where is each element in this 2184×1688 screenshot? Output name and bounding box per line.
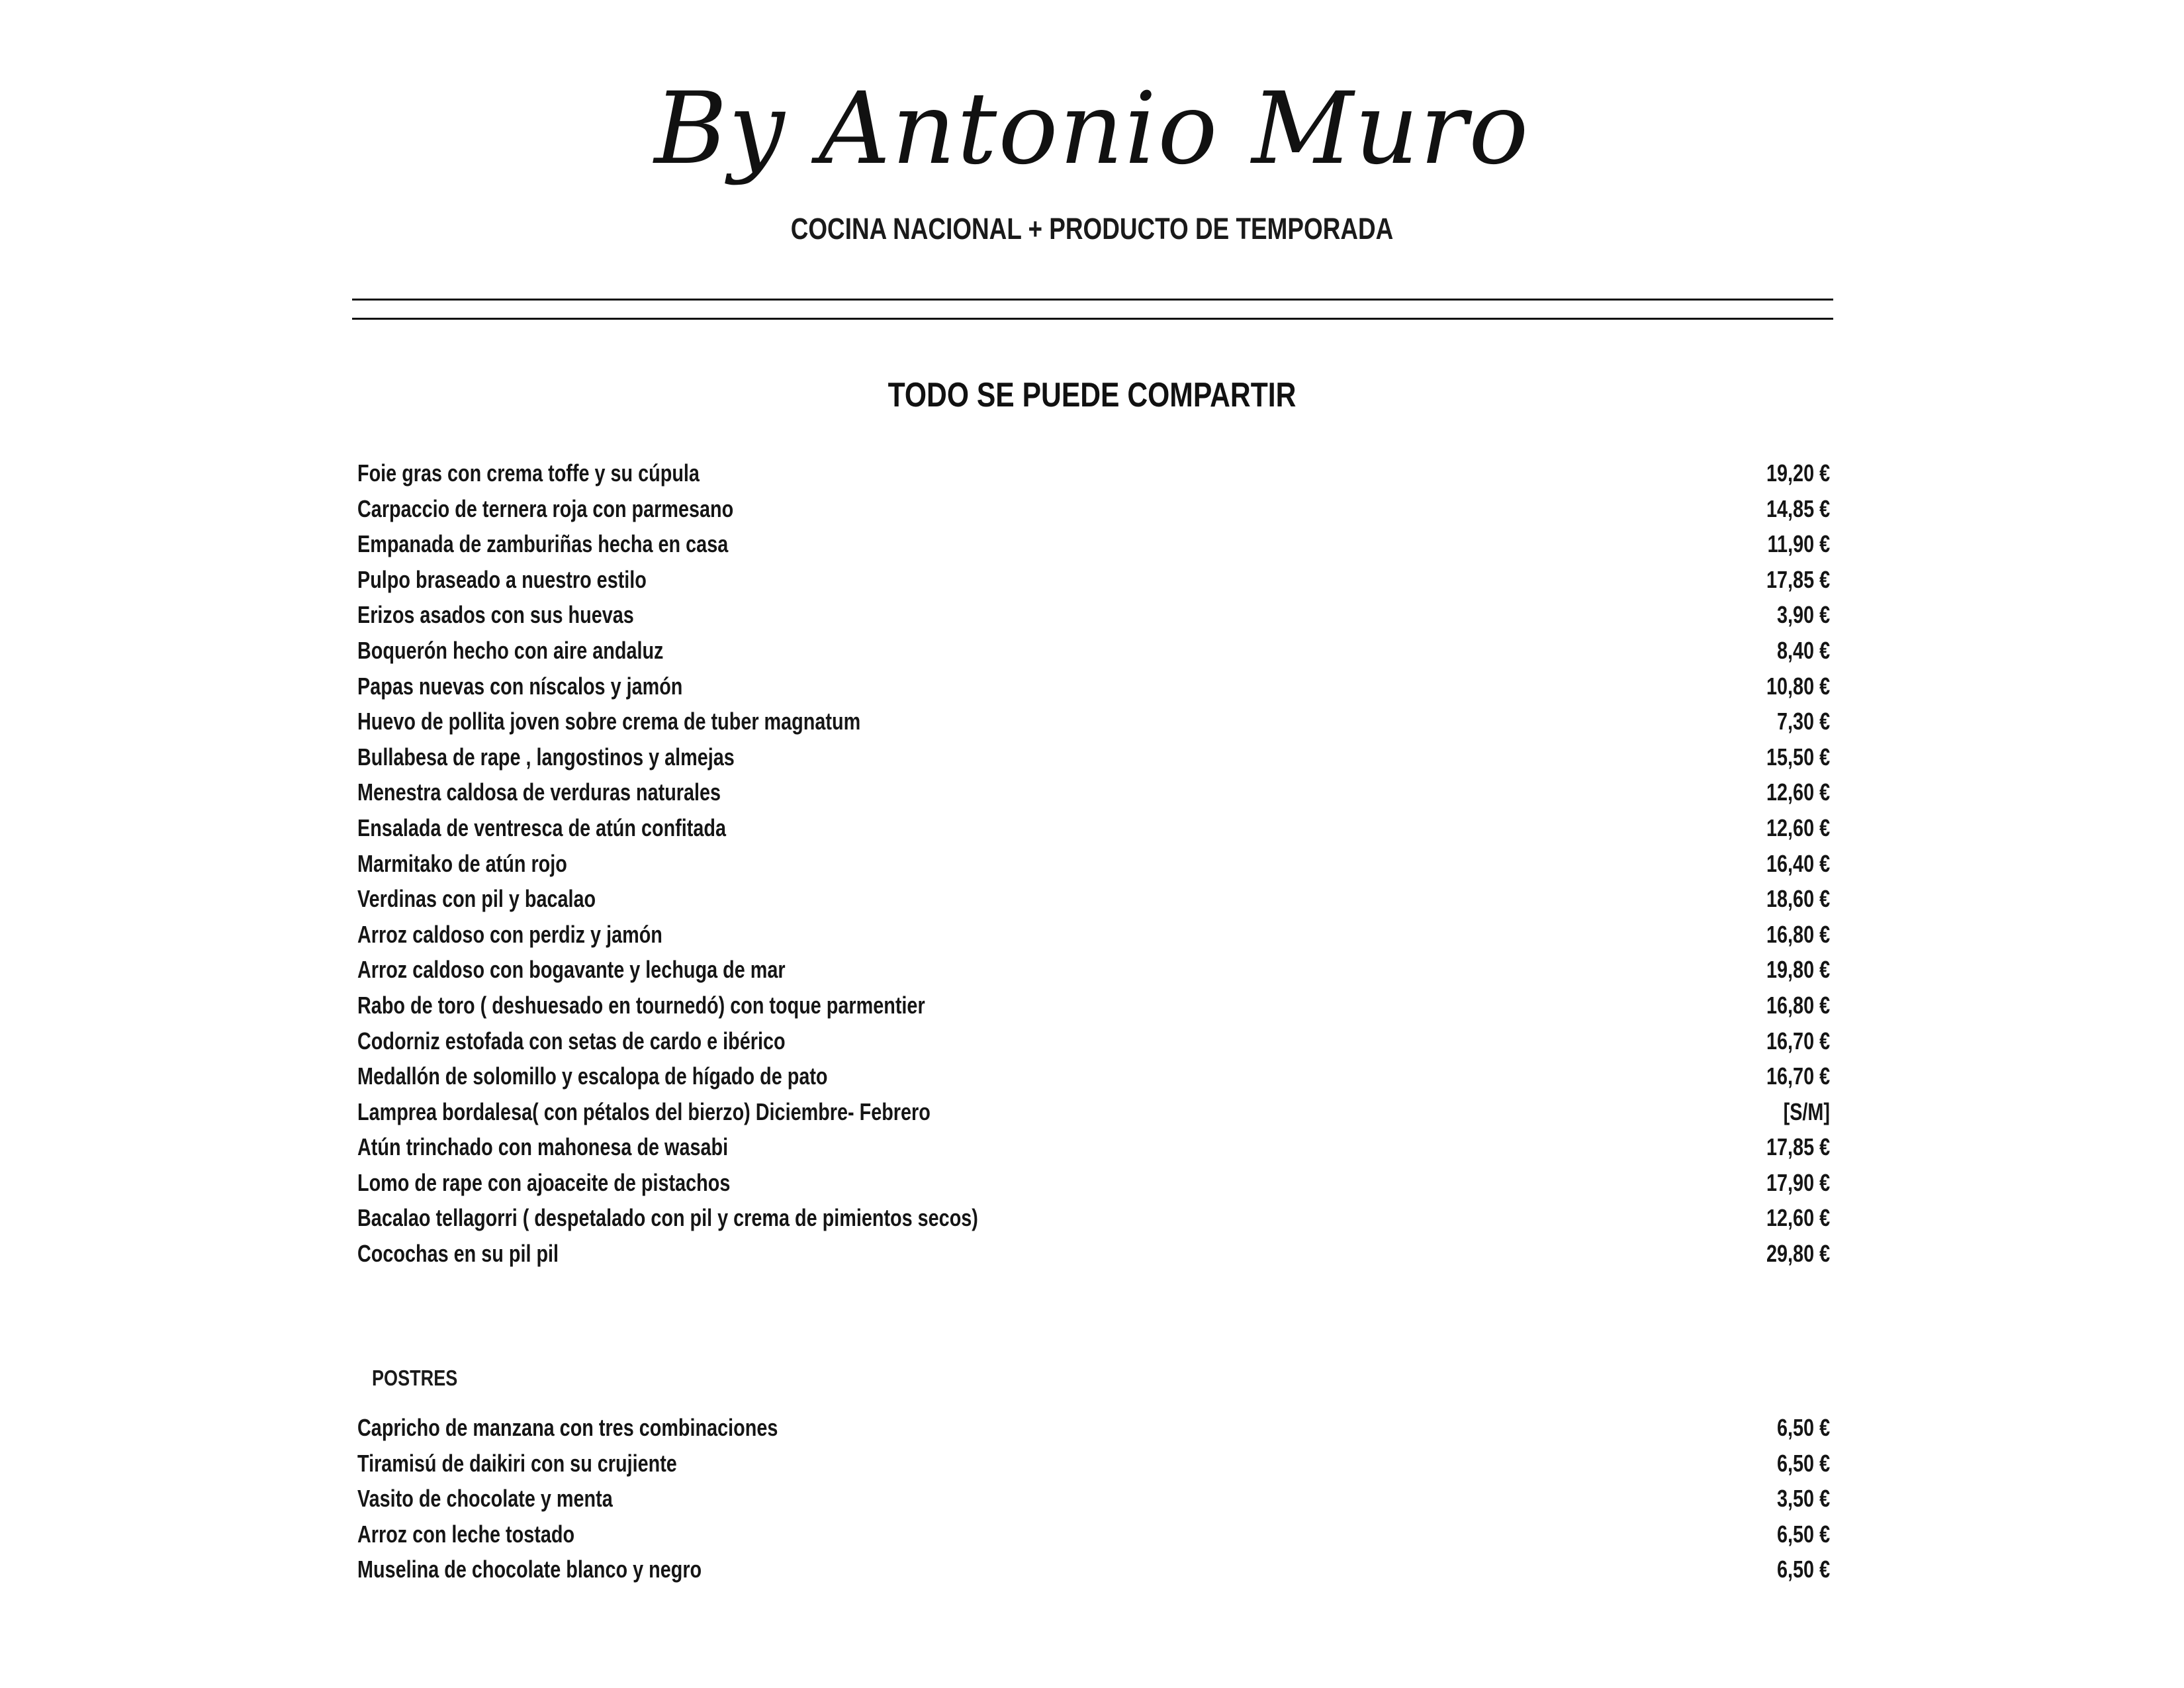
menu-item-name: Lamprea bordalesa( con pétalos del bierzo) Diciembre- Febrero (357, 1098, 931, 1125)
menu-item-name: Codorniz estofada con setas de cardo e ibérico (357, 1027, 786, 1055)
main-dishes-list (357, 455, 1830, 1272)
menu-item-name: Muselina de chocolate blanco y negro (357, 1556, 702, 1583)
menu-item (357, 881, 1830, 917)
menu-item-name: Cocochas en su pil pil (357, 1240, 559, 1268)
menu-item (357, 1165, 1830, 1201)
section-title-desserts: POSTRES (372, 1366, 458, 1390)
menu-item-price: 29,80 € (1766, 1240, 1830, 1268)
menu-item-name: Menestra caldosa de verduras naturales (357, 778, 721, 806)
menu-item-name: Medallón de solomillo y escalopa de hígado de pato (357, 1062, 828, 1090)
menu-item (357, 1023, 1830, 1059)
menu-item (357, 1200, 1830, 1236)
section-title-main: TODO SE PUEDE COMPARTIR (887, 376, 1297, 414)
menu-item (357, 1552, 1830, 1587)
menu-item (357, 1446, 1830, 1481)
menu-item (357, 846, 1830, 882)
menu-item (357, 1481, 1830, 1517)
menu-item-price: 3,90 € (1776, 601, 1830, 629)
menu-item-name: Bullabesa de rape , langostinos y almejas (357, 743, 735, 771)
menu-item-price: 6,50 € (1776, 1449, 1830, 1477)
menu-item-price: 16,70 € (1766, 1027, 1830, 1055)
menu-item-price: 3,50 € (1776, 1485, 1830, 1513)
menu-item-name: Rabo de toro ( deshuesado en tournedó) con toque parmentier (357, 991, 925, 1019)
menu-item-name: Tiramisú de daikiri con su crujiente (357, 1449, 677, 1477)
menu-item-price: [S/M] (1783, 1098, 1830, 1125)
menu-item-price: 8,40 € (1776, 636, 1830, 664)
menu-item-price: 16,80 € (1766, 991, 1830, 1019)
menu-item-price: 15,50 € (1766, 743, 1830, 771)
menu-item (357, 810, 1830, 846)
menu-item (357, 774, 1830, 810)
menu-item-price: 6,50 € (1776, 1414, 1830, 1441)
menu-item (357, 597, 1830, 633)
menu-item (357, 1517, 1830, 1552)
menu-item-price: 6,50 € (1776, 1556, 1830, 1583)
menu-item-name: Bacalao tellagorri ( despetalado con pil y crema de pimientos secos) (357, 1204, 978, 1232)
menu-item (357, 455, 1830, 491)
menu-item-name: Pulpo braseado a nuestro estilo (357, 565, 647, 593)
menu-item-name: Arroz caldoso con bogavante y lechuga de mar (357, 956, 786, 984)
menu-item (357, 491, 1830, 527)
menu-item (357, 704, 1830, 739)
menu-item (357, 633, 1830, 669)
menu-item-price: 19,20 € (1766, 459, 1830, 487)
menu-item-name: Verdinas con pil y bacalao (357, 885, 596, 913)
menu-item (357, 952, 1830, 988)
menu-item-price: 16,40 € (1766, 849, 1830, 877)
menu-item-price: 17,85 € (1766, 565, 1830, 593)
menu-item-name: Capricho de manzana con tres combinaciones (357, 1414, 778, 1441)
menu-item-name: Boquerón hecho con aire andaluz (357, 636, 664, 664)
menu-item-price: 17,85 € (1766, 1133, 1830, 1161)
menu-item-name: Carpaccio de ternera roja con parmesano (357, 494, 734, 522)
menu-item (357, 1410, 1830, 1446)
menu-item-name: Vasito de chocolate y menta (357, 1485, 613, 1513)
menu-item (357, 917, 1830, 953)
menu-item (357, 526, 1830, 562)
menu-item (357, 988, 1830, 1023)
menu-item-price: 7,30 € (1776, 708, 1830, 735)
menu-item-price: 16,70 € (1766, 1062, 1830, 1090)
divider-top (352, 299, 1833, 301)
menu-item (357, 1058, 1830, 1094)
menu-item (357, 739, 1830, 775)
menu-item-name: Empanada de zamburiñas hecha en casa (357, 530, 729, 558)
menu-item-price: 16,80 € (1766, 920, 1830, 948)
restaurant-logo-signature: By Antonio Muro (654, 71, 1530, 187)
menu-item-name: Papas nuevas con níscalos y jamón (357, 672, 683, 700)
menu-item-price: 18,60 € (1766, 885, 1830, 913)
menu-item-price: 10,80 € (1766, 672, 1830, 700)
menu-item-name: Foie gras con crema toffe y su cúpula (357, 459, 700, 487)
menu-item (357, 1094, 1830, 1130)
menu-item-name: Atún trinchado con mahonesa de wasabi (357, 1133, 729, 1161)
menu-item-name: Lomo de rape con ajoaceite de pistachos (357, 1168, 731, 1196)
menu-item-price: 12,60 € (1766, 1204, 1830, 1232)
menu-item (357, 669, 1830, 704)
menu-item-price: 6,50 € (1776, 1520, 1830, 1548)
menu-item (357, 562, 1830, 598)
menu-item-price: 17,90 € (1766, 1168, 1830, 1196)
cuisine-tagline: COCINA NACIONAL + PRODUCTO DE TEMPORADA (790, 212, 1394, 246)
menu-item (357, 1236, 1830, 1272)
menu-item-name: Arroz caldoso con perdiz y jamón (357, 920, 662, 948)
menu-item-name: Marmitako de atún rojo (357, 849, 567, 877)
menu-item-name: Ensalada de ventresca de atún confitada (357, 814, 726, 841)
menu-item-price: 19,80 € (1766, 956, 1830, 984)
desserts-list (357, 1410, 1830, 1587)
divider-bottom (352, 318, 1833, 320)
menu-item-price: 14,85 € (1766, 494, 1830, 522)
menu-item-name: Erizos asados con sus huevas (357, 601, 634, 629)
menu-item-name: Arroz con leche tostado (357, 1520, 575, 1548)
menu-item-price: 11,90 € (1767, 530, 1830, 558)
menu-item-name: Huevo de pollita joven sobre crema de tuber magnatum (357, 708, 861, 735)
menu-item-price: 12,60 € (1766, 814, 1830, 841)
menu-item (357, 1129, 1830, 1165)
menu-item-price: 12,60 € (1766, 778, 1830, 806)
